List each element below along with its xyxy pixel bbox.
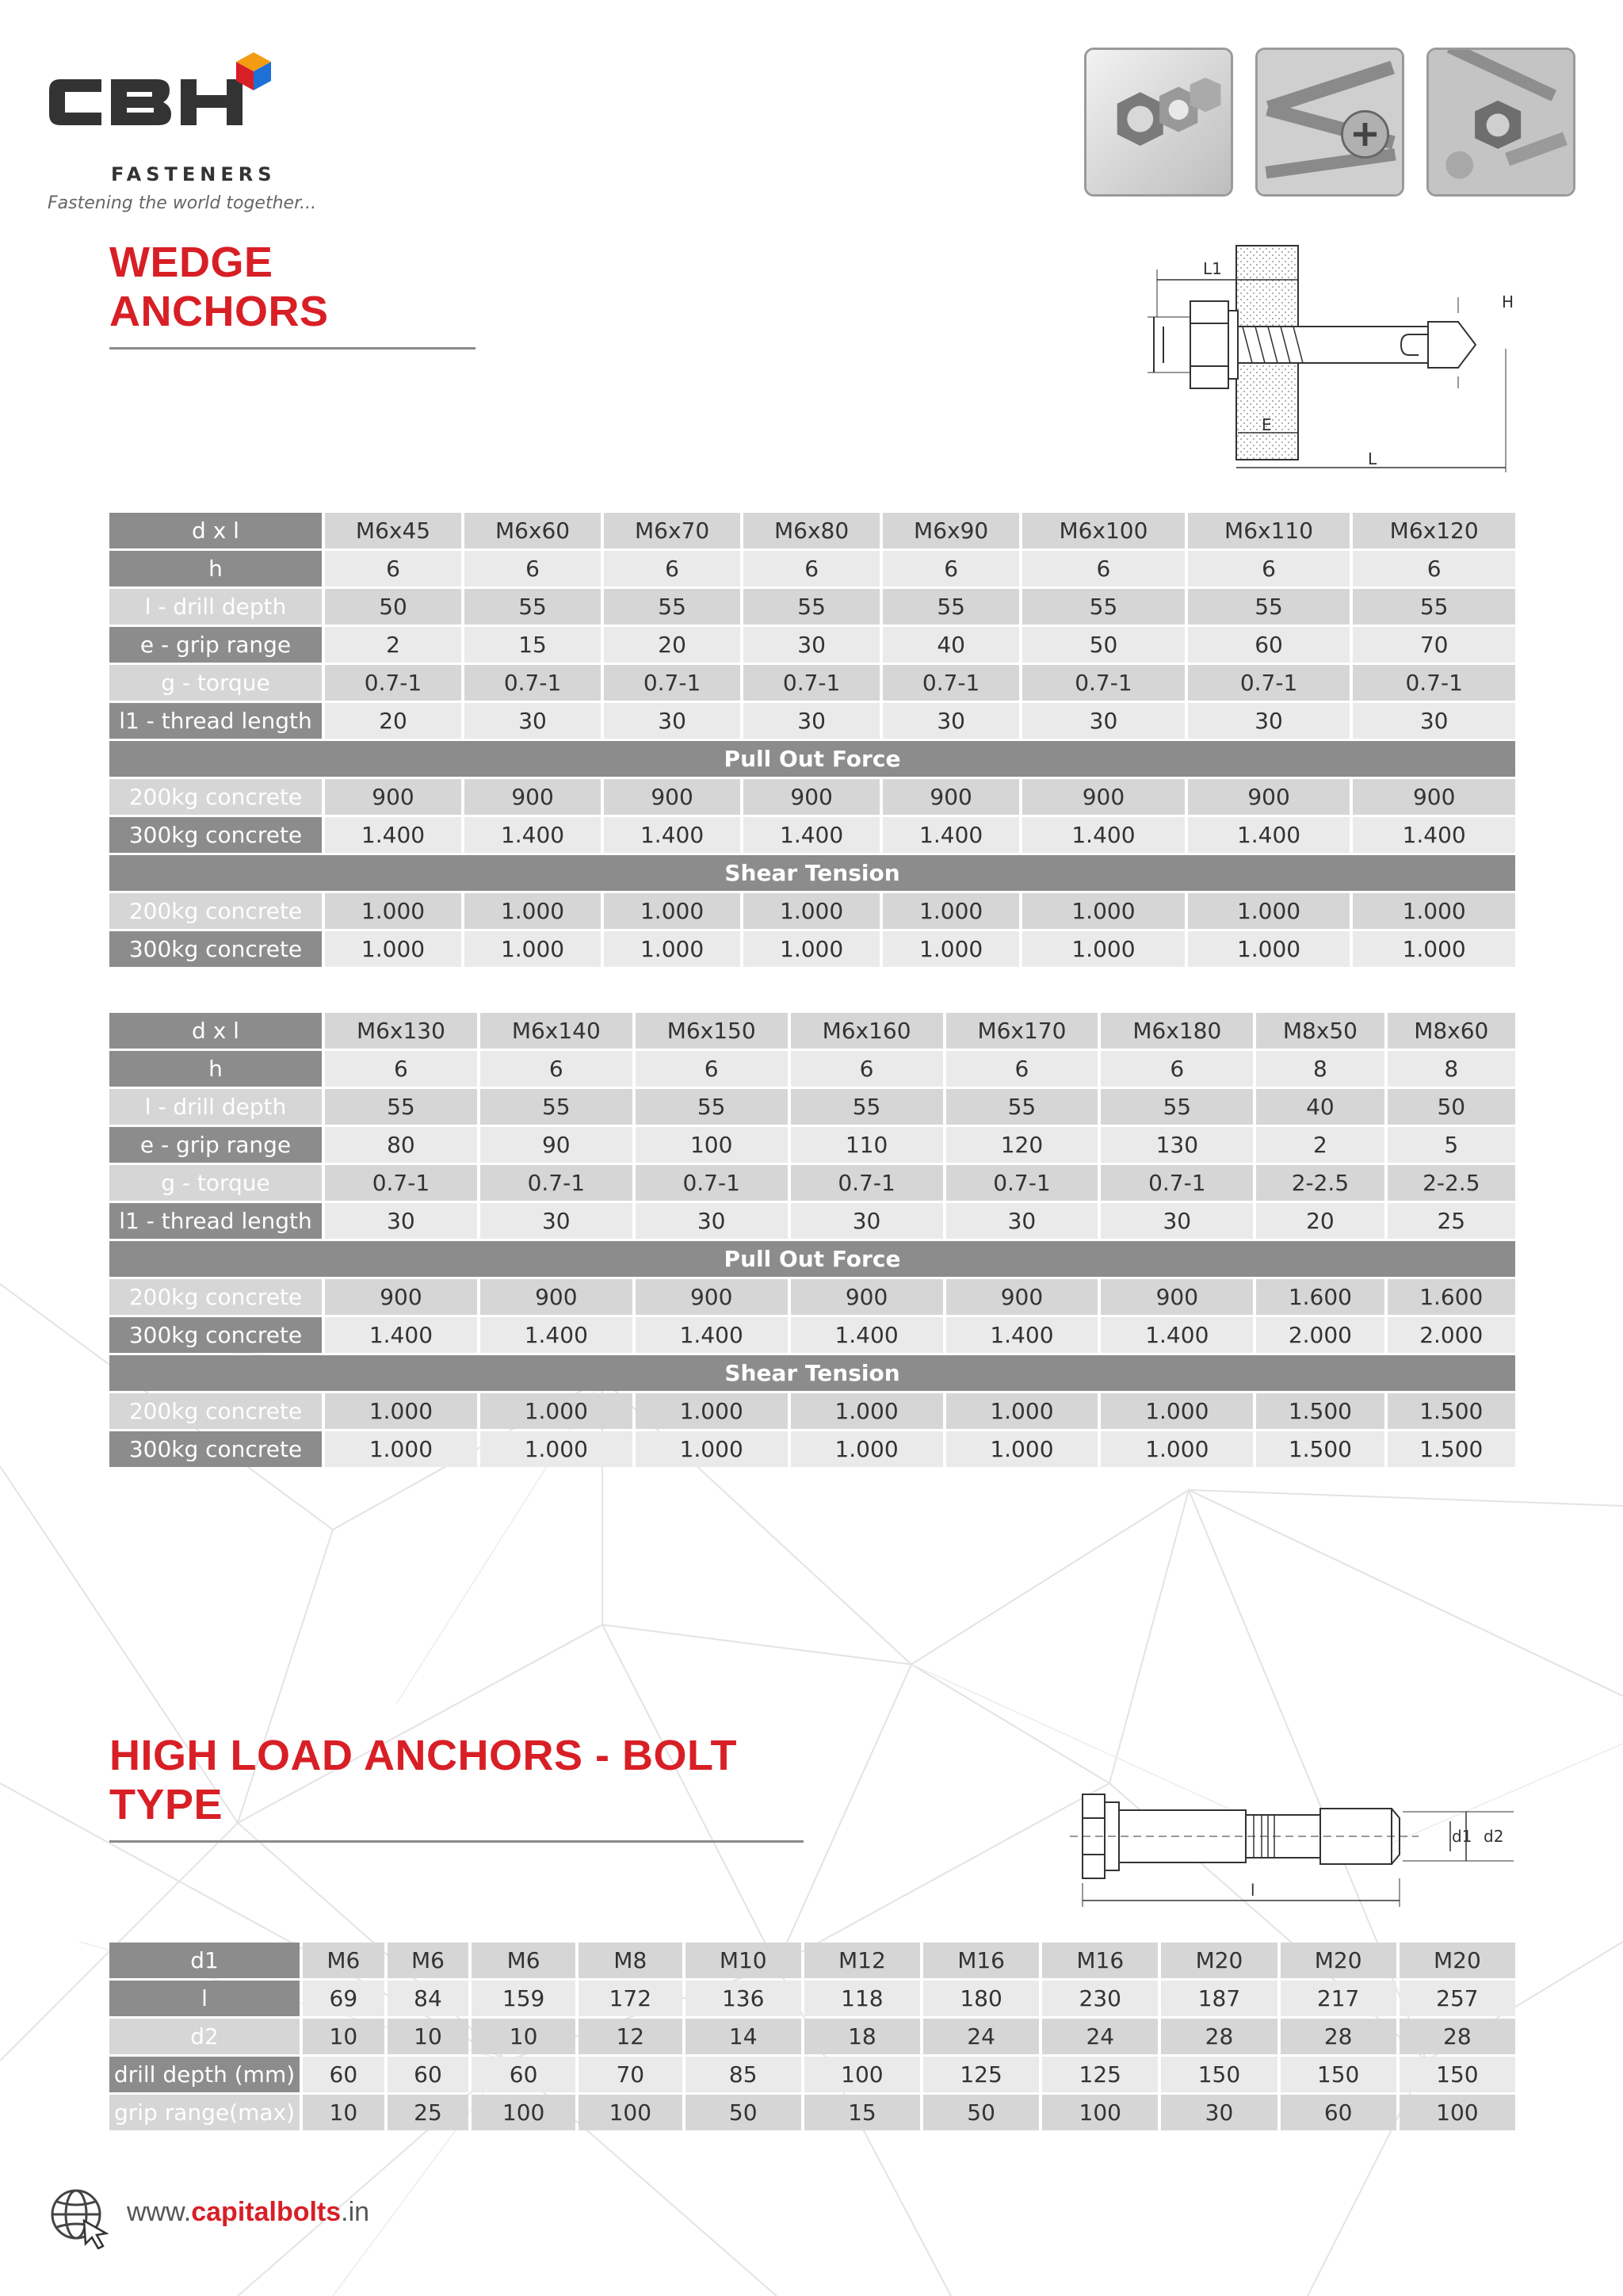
table-cell: 125 bbox=[923, 2057, 1039, 2092]
table-cell: 900 bbox=[1101, 1279, 1253, 1315]
table-cell: 0.7-1 bbox=[325, 1165, 477, 1201]
row-header: 200kg concrete bbox=[109, 893, 322, 929]
url-domain: capitalbolts bbox=[191, 2197, 342, 2227]
row-header: l - drill depth bbox=[109, 589, 322, 625]
table-cell: 55 bbox=[1101, 1089, 1253, 1125]
table-row bbox=[109, 1393, 1515, 1429]
table-cell: 1.000 bbox=[1101, 1393, 1253, 1429]
table-row bbox=[109, 779, 1515, 815]
column-header: M20 bbox=[1161, 1943, 1277, 1978]
table-cell: 125 bbox=[1042, 2057, 1158, 2092]
table-cell: 150 bbox=[1161, 2057, 1277, 2092]
column-header: M6x120 bbox=[1353, 513, 1515, 548]
table-cell: 30 bbox=[464, 703, 601, 739]
table-cell: 172 bbox=[579, 1981, 682, 2016]
table-cell: 55 bbox=[480, 1089, 632, 1125]
column-header: M10 bbox=[685, 1943, 801, 1978]
table-cell: 25 bbox=[388, 2095, 469, 2130]
table-cell: 20 bbox=[1256, 1203, 1384, 1239]
table-cell: 1.000 bbox=[1022, 893, 1185, 929]
table-cell: 130 bbox=[1101, 1127, 1253, 1163]
column-header: M20 bbox=[1400, 1943, 1515, 1978]
table-cell: 55 bbox=[636, 1089, 788, 1125]
cbh-logo bbox=[46, 46, 315, 173]
table-cell: 0.7-1 bbox=[1022, 665, 1185, 701]
table-cell: 28 bbox=[1281, 2019, 1396, 2054]
table-cell: 1.600 bbox=[1388, 1279, 1515, 1315]
table-cell: 6 bbox=[883, 551, 1019, 586]
table-cell: 6 bbox=[464, 551, 601, 586]
table-cell: 6 bbox=[1188, 551, 1350, 586]
column-header: M6x60 bbox=[464, 513, 601, 548]
diagram-label-d2: d2 bbox=[1484, 1827, 1504, 1846]
table-cell: 110 bbox=[791, 1127, 943, 1163]
table-cell: 1.000 bbox=[325, 931, 461, 967]
table-cell: 1.400 bbox=[464, 817, 601, 853]
table-cell: 55 bbox=[325, 1089, 477, 1125]
row-header: g - torque bbox=[109, 1165, 322, 1201]
table-cell: 2-2.5 bbox=[1256, 1165, 1384, 1201]
section-band-label: Pull Out Force bbox=[109, 1241, 1515, 1277]
table-cell: 100 bbox=[636, 1127, 788, 1163]
wedge-anchor-diagram bbox=[1141, 238, 1522, 476]
table-cell: 180 bbox=[923, 1981, 1039, 2016]
table-cell: 30 bbox=[946, 1203, 1098, 1239]
table-cell: 1.000 bbox=[325, 893, 461, 929]
high-load-anchors-table bbox=[106, 1940, 1518, 2133]
table-cell: 6 bbox=[480, 1051, 632, 1087]
table-cell: 1.400 bbox=[1022, 817, 1185, 853]
column-header: M8x60 bbox=[1388, 1013, 1515, 1049]
diagram-label-d1: d1 bbox=[1452, 1827, 1472, 1846]
table-cell: 30 bbox=[883, 703, 1019, 739]
table-row bbox=[109, 2019, 1515, 2054]
table-cell: 0.7-1 bbox=[743, 665, 880, 701]
table-cell: 230 bbox=[1042, 1981, 1158, 2016]
table-cell: 900 bbox=[1353, 779, 1515, 815]
table-cell: 0.7-1 bbox=[480, 1165, 632, 1201]
table-cell: 6 bbox=[325, 551, 461, 586]
table-cell: 55 bbox=[604, 589, 740, 625]
table-cell: 187 bbox=[1161, 1981, 1277, 2016]
row-header: d1 bbox=[109, 1943, 300, 1978]
table-cell: 0.7-1 bbox=[883, 665, 1019, 701]
table-cell: 1.000 bbox=[325, 1393, 477, 1429]
table-cell: 5 bbox=[1388, 1127, 1515, 1163]
table-row bbox=[109, 1089, 1515, 1125]
table-cell: 2-2.5 bbox=[1388, 1165, 1515, 1201]
table-cell: 1.400 bbox=[604, 817, 740, 853]
table-cell: 60 bbox=[1188, 627, 1350, 663]
section-band-row bbox=[109, 855, 1515, 891]
table-cell: 1.000 bbox=[464, 893, 601, 929]
table-cell: 1.000 bbox=[883, 931, 1019, 967]
table-cell: 28 bbox=[1161, 2019, 1277, 2054]
table-cell: 18 bbox=[804, 2019, 920, 2054]
table-cell: 6 bbox=[791, 1051, 943, 1087]
table-cell: 1.000 bbox=[1101, 1431, 1253, 1467]
table-row bbox=[109, 665, 1515, 701]
table-row bbox=[109, 1279, 1515, 1315]
table-row bbox=[109, 1203, 1515, 1239]
table-cell: 30 bbox=[1161, 2095, 1277, 2130]
table-cell: 55 bbox=[1353, 589, 1515, 625]
table-cell: 55 bbox=[1022, 589, 1185, 625]
table-cell: 15 bbox=[464, 627, 601, 663]
table-cell: 1.000 bbox=[464, 931, 601, 967]
row-header: d x l bbox=[109, 1013, 322, 1049]
section-band-label: Pull Out Force bbox=[109, 741, 1515, 777]
table-cell: 0.7-1 bbox=[1353, 665, 1515, 701]
table-row bbox=[109, 703, 1515, 739]
url-prefix: www. bbox=[127, 2197, 192, 2227]
table-cell: 50 bbox=[1388, 1089, 1515, 1125]
table-cell: 159 bbox=[472, 1981, 575, 2016]
table-cell: 1.500 bbox=[1256, 1431, 1384, 1467]
row-header: 300kg concrete bbox=[109, 1431, 322, 1467]
table-cell: 30 bbox=[743, 703, 880, 739]
column-header: M6 bbox=[472, 1943, 575, 1978]
table-cell: 55 bbox=[464, 589, 601, 625]
table-cell: 30 bbox=[1188, 703, 1350, 739]
row-header: d2 bbox=[109, 2019, 300, 2054]
table-cell: 55 bbox=[883, 589, 1019, 625]
table-cell: 900 bbox=[946, 1279, 1098, 1315]
table-row bbox=[109, 627, 1515, 663]
table-cell: 30 bbox=[1022, 703, 1185, 739]
table-cell: 1.400 bbox=[791, 1317, 943, 1353]
table-row bbox=[109, 551, 1515, 586]
table-cell: 30 bbox=[791, 1203, 943, 1239]
column-header: M6x110 bbox=[1188, 513, 1350, 548]
table-cell: 900 bbox=[1188, 779, 1350, 815]
table-cell: 10 bbox=[303, 2095, 384, 2130]
bolt-anchor-diagram bbox=[1070, 1783, 1522, 1910]
table-cell: 1.000 bbox=[791, 1393, 943, 1429]
table-cell: 100 bbox=[804, 2057, 920, 2092]
table-cell: 55 bbox=[1188, 589, 1350, 625]
table-cell: 1.000 bbox=[883, 893, 1019, 929]
table-cell: 1.500 bbox=[1256, 1393, 1384, 1429]
table-cell: 0.7-1 bbox=[464, 665, 601, 701]
table-cell: 136 bbox=[685, 1981, 801, 2016]
section-title-wedge-anchors: WEDGE ANCHORS bbox=[109, 238, 475, 350]
table-cell: 50 bbox=[923, 2095, 1039, 2130]
table-cell: 1.000 bbox=[1353, 931, 1515, 967]
table-cell: 0.7-1 bbox=[604, 665, 740, 701]
table-cell: 28 bbox=[1400, 2019, 1515, 2054]
column-header: M6 bbox=[303, 1943, 384, 1978]
section-band-label: Shear Tension bbox=[109, 1355, 1515, 1391]
table-row bbox=[109, 1317, 1515, 1353]
table-cell: 6 bbox=[1353, 551, 1515, 586]
table-cell: 900 bbox=[480, 1279, 632, 1315]
table-row bbox=[109, 589, 1515, 625]
row-header: 200kg concrete bbox=[109, 779, 322, 815]
brand-tagline: Fastening the world together... bbox=[48, 193, 317, 213]
table-cell: 1.000 bbox=[604, 931, 740, 967]
table-cell: 30 bbox=[604, 703, 740, 739]
table-cell: 30 bbox=[325, 1203, 477, 1239]
table-cell: 6 bbox=[604, 551, 740, 586]
table-cell: 1.000 bbox=[604, 893, 740, 929]
table-cell: 69 bbox=[303, 1981, 384, 2016]
table-cell: 1.600 bbox=[1256, 1279, 1384, 1315]
table-cell: 60 bbox=[472, 2057, 575, 2092]
table-cell: 14 bbox=[685, 2019, 801, 2054]
table-row bbox=[109, 2057, 1515, 2092]
table-cell: 40 bbox=[1256, 1089, 1384, 1125]
diagram-label-l: L bbox=[1368, 449, 1377, 468]
table-cell: 900 bbox=[325, 1279, 477, 1315]
table-cell: 150 bbox=[1400, 2057, 1515, 2092]
table-cell: 257 bbox=[1400, 1981, 1515, 2016]
table-cell: 10 bbox=[472, 2019, 575, 2054]
table-cell: 20 bbox=[604, 627, 740, 663]
table-cell: 1.000 bbox=[480, 1431, 632, 1467]
table-row bbox=[109, 1981, 1515, 2016]
row-header: h bbox=[109, 1051, 322, 1087]
table-cell: 6 bbox=[1022, 551, 1185, 586]
table-cell: 30 bbox=[1353, 703, 1515, 739]
column-header: M6x70 bbox=[604, 513, 740, 548]
table-row bbox=[109, 2095, 1515, 2130]
table-cell: 1.000 bbox=[743, 931, 880, 967]
table-cell: 12 bbox=[579, 2019, 682, 2054]
column-header: M6x90 bbox=[883, 513, 1019, 548]
row-header: e - grip range bbox=[109, 627, 322, 663]
section-band-row bbox=[109, 741, 1515, 777]
column-header: M6x140 bbox=[480, 1013, 632, 1049]
column-header: M6x45 bbox=[325, 513, 461, 548]
table-cell: 1.400 bbox=[636, 1317, 788, 1353]
table-cell: 60 bbox=[1281, 2095, 1396, 2130]
table-cell: 900 bbox=[1022, 779, 1185, 815]
table-header-row bbox=[109, 1013, 1515, 1049]
table-cell: 10 bbox=[303, 2019, 384, 2054]
table-cell: 90 bbox=[480, 1127, 632, 1163]
table-cell: 0.7-1 bbox=[791, 1165, 943, 1201]
table-cell: 100 bbox=[1042, 2095, 1158, 2130]
table-cell: 1.000 bbox=[946, 1393, 1098, 1429]
table-row bbox=[109, 1127, 1515, 1163]
table-cell: 1.000 bbox=[1022, 931, 1185, 967]
row-header: 300kg concrete bbox=[109, 817, 322, 853]
table-cell: 50 bbox=[325, 589, 461, 625]
column-header: M6x180 bbox=[1101, 1013, 1253, 1049]
table-cell: 20 bbox=[325, 703, 461, 739]
table-cell: 1.000 bbox=[791, 1431, 943, 1467]
table-cell: 50 bbox=[685, 2095, 801, 2130]
wedge-anchors-table-2 bbox=[106, 1010, 1518, 1469]
table-cell: 217 bbox=[1281, 1981, 1396, 2016]
table-cell: 0.7-1 bbox=[636, 1165, 788, 1201]
table-cell: 8 bbox=[1256, 1051, 1384, 1087]
table-cell: 1.000 bbox=[1188, 931, 1350, 967]
table-row bbox=[109, 817, 1515, 853]
table-cell: 50 bbox=[1022, 627, 1185, 663]
table-cell: 30 bbox=[636, 1203, 788, 1239]
table-row bbox=[109, 893, 1515, 929]
table-cell: 2.000 bbox=[1256, 1317, 1384, 1353]
table-cell: 84 bbox=[388, 1981, 469, 2016]
table-row bbox=[109, 1051, 1515, 1087]
column-header: M6x170 bbox=[946, 1013, 1098, 1049]
table-cell: 2 bbox=[1256, 1127, 1384, 1163]
column-header: M6 bbox=[388, 1943, 469, 1978]
table-cell: 1.000 bbox=[946, 1431, 1098, 1467]
row-header: drill depth (mm) bbox=[109, 2057, 300, 2092]
table-cell: 1.400 bbox=[946, 1317, 1098, 1353]
table-cell: 30 bbox=[1101, 1203, 1253, 1239]
row-header: 200kg concrete bbox=[109, 1393, 322, 1429]
row-header: l bbox=[109, 1981, 300, 2016]
row-header: l1 - thread length bbox=[109, 1203, 322, 1239]
wedge-anchors-table-1 bbox=[106, 510, 1518, 969]
table-cell: 80 bbox=[325, 1127, 477, 1163]
column-header: M6x100 bbox=[1022, 513, 1185, 548]
table-cell: 100 bbox=[472, 2095, 575, 2130]
table-cell: 1.000 bbox=[325, 1431, 477, 1467]
table-cell: 1.000 bbox=[480, 1393, 632, 1429]
hex-nuts-photo bbox=[1084, 48, 1233, 197]
table-cell: 1.400 bbox=[325, 817, 461, 853]
table-cell: 30 bbox=[480, 1203, 632, 1239]
table-cell: 2 bbox=[325, 627, 461, 663]
diagram-label-l: l bbox=[1251, 1881, 1255, 1900]
table-cell: 150 bbox=[1281, 2057, 1396, 2092]
table-cell: 900 bbox=[604, 779, 740, 815]
table-cell: 30 bbox=[743, 627, 880, 663]
table-cell: 900 bbox=[636, 1279, 788, 1315]
diagram-label-h: H bbox=[1502, 292, 1514, 311]
table-cell: 6 bbox=[946, 1051, 1098, 1087]
table-cell: 900 bbox=[743, 779, 880, 815]
table-cell: 55 bbox=[791, 1089, 943, 1125]
table-row bbox=[109, 1431, 1515, 1467]
row-header: 300kg concrete bbox=[109, 931, 322, 967]
globe-cursor-icon bbox=[48, 2186, 111, 2249]
row-header: l1 - thread length bbox=[109, 703, 322, 739]
table-cell: 8 bbox=[1388, 1051, 1515, 1087]
table-cell: 100 bbox=[1400, 2095, 1515, 2130]
column-header: M6x160 bbox=[791, 1013, 943, 1049]
table-header-row bbox=[109, 513, 1515, 548]
section-band-label: Shear Tension bbox=[109, 855, 1515, 891]
url-suffix: .in bbox=[341, 2197, 370, 2227]
table-cell: 60 bbox=[388, 2057, 469, 2092]
table-cell: 1.000 bbox=[1353, 893, 1515, 929]
table-cell: 6 bbox=[325, 1051, 477, 1087]
row-header: d x l bbox=[109, 513, 322, 548]
table-cell: 60 bbox=[303, 2057, 384, 2092]
table-cell: 0.7-1 bbox=[946, 1165, 1098, 1201]
column-header: M12 bbox=[804, 1943, 920, 1978]
table-row bbox=[109, 1165, 1515, 1201]
row-header: 200kg concrete bbox=[109, 1279, 322, 1315]
section-band-row bbox=[109, 1355, 1515, 1391]
row-header: e - grip range bbox=[109, 1127, 322, 1163]
table-cell: 100 bbox=[579, 2095, 682, 2130]
table-cell: 1.400 bbox=[1101, 1317, 1253, 1353]
table-cell: 15 bbox=[804, 2095, 920, 2130]
column-header: M20 bbox=[1281, 1943, 1396, 1978]
table-cell: 2.000 bbox=[1388, 1317, 1515, 1353]
table-cell: 0.7-1 bbox=[1101, 1165, 1253, 1201]
row-header: l - drill depth bbox=[109, 1089, 322, 1125]
row-header: g - torque bbox=[109, 665, 322, 701]
table-cell: 900 bbox=[791, 1279, 943, 1315]
row-header: 300kg concrete bbox=[109, 1317, 322, 1353]
table-cell: 1.000 bbox=[743, 893, 880, 929]
table-cell: 900 bbox=[464, 779, 601, 815]
table-header-row bbox=[109, 1943, 1515, 1978]
bolts-nuts-photo bbox=[1426, 48, 1575, 197]
table-cell: 1.400 bbox=[325, 1317, 477, 1353]
table-cell: 6 bbox=[636, 1051, 788, 1087]
table-cell: 55 bbox=[946, 1089, 1098, 1125]
table-cell: 1.000 bbox=[1188, 893, 1350, 929]
table-cell: 70 bbox=[579, 2057, 682, 2092]
table-cell: 0.7-1 bbox=[1188, 665, 1350, 701]
column-header: M16 bbox=[923, 1943, 1039, 1978]
table-cell: 6 bbox=[1101, 1051, 1253, 1087]
table-cell: 900 bbox=[325, 779, 461, 815]
diagram-label-l1: L1 bbox=[1203, 259, 1222, 278]
screws-photo bbox=[1255, 48, 1404, 197]
table-cell: 24 bbox=[1042, 2019, 1158, 2054]
table-cell: 1.000 bbox=[636, 1393, 788, 1429]
table-cell: 120 bbox=[946, 1127, 1098, 1163]
section-band-row bbox=[109, 1241, 1515, 1277]
brand-subtitle: FASTENERS bbox=[111, 163, 277, 185]
column-header: M6x150 bbox=[636, 1013, 788, 1049]
table-row bbox=[109, 931, 1515, 967]
table-cell: 1.400 bbox=[480, 1317, 632, 1353]
table-cell: 24 bbox=[923, 2019, 1039, 2054]
table-cell: 55 bbox=[743, 589, 880, 625]
table-cell: 10 bbox=[388, 2019, 469, 2054]
table-cell: 0.7-1 bbox=[325, 665, 461, 701]
column-header: M6x130 bbox=[325, 1013, 477, 1049]
column-header: M8x50 bbox=[1256, 1013, 1384, 1049]
table-cell: 25 bbox=[1388, 1203, 1515, 1239]
row-header: grip range(max) bbox=[109, 2095, 300, 2130]
table-cell: 118 bbox=[804, 1981, 920, 2016]
column-header: M8 bbox=[579, 1943, 682, 1978]
table-cell: 1.400 bbox=[1188, 817, 1350, 853]
table-cell: 900 bbox=[883, 779, 1019, 815]
row-header: h bbox=[109, 551, 322, 586]
section-title-high-load-anchors: HIGH LOAD ANCHORS - BOLT TYPE bbox=[109, 1731, 804, 1843]
table-cell: 1.400 bbox=[883, 817, 1019, 853]
table-cell: 1.000 bbox=[636, 1431, 788, 1467]
diagram-label-e: E bbox=[1262, 415, 1272, 434]
table-cell: 40 bbox=[883, 627, 1019, 663]
website-link[interactable] bbox=[127, 2197, 369, 2228]
table-cell: 85 bbox=[685, 2057, 801, 2092]
table-cell: 1.400 bbox=[1353, 817, 1515, 853]
table-cell: 1.500 bbox=[1388, 1431, 1515, 1467]
column-header: M16 bbox=[1042, 1943, 1158, 1978]
column-header: M6x80 bbox=[743, 513, 880, 548]
table-cell: 1.400 bbox=[743, 817, 880, 853]
table-cell: 6 bbox=[743, 551, 880, 586]
table-cell: 1.500 bbox=[1388, 1393, 1515, 1429]
table-cell: 70 bbox=[1353, 627, 1515, 663]
